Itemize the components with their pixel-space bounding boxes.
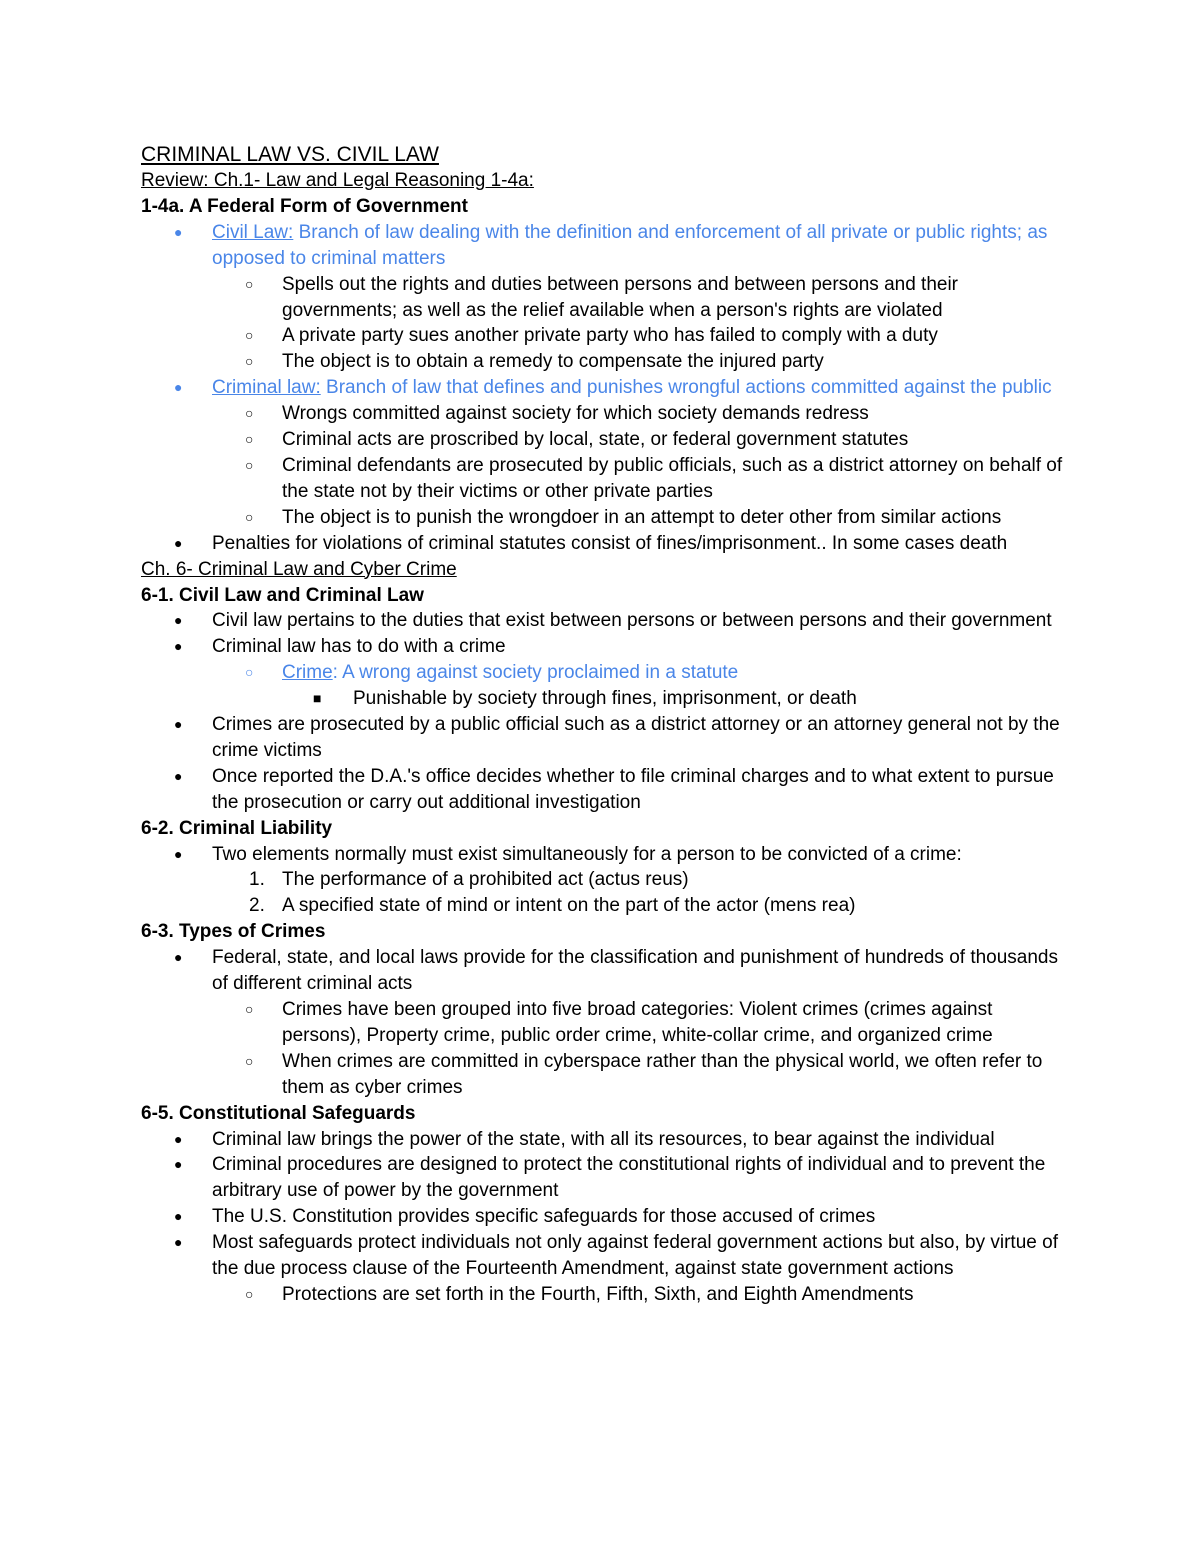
- circle-bullet-icon: ○: [245, 405, 254, 422]
- circle-bullet-icon: ○: [245, 508, 254, 525]
- circle-bullet-icon: ○: [245, 1052, 254, 1069]
- circle-bullet-icon: ○: [245, 327, 254, 344]
- list-item: ○ Spells out the rights and duties between persons and between persons and their governments; as well as the relief available when a person's rights are violated: [245, 273, 959, 321]
- list-item: ○ When crimes are committed in cyberspace rather than the physical world, we often refer to them as cyber crimes: [245, 1050, 1043, 1098]
- list-number: 1.: [249, 869, 265, 891]
- list-item: ● Penalties for violations of criminal statutes consist of fines/imprisonment.. In some cases death: [141, 531, 1072, 557]
- list-item: ● Criminal law has to do with a crime: [141, 634, 1072, 660]
- list-item: ○ Protections are set forth in the Fourth, Fifth, Sixth, and Eighth Amendments: [141, 1282, 1072, 1308]
- term-crime: Crime: [282, 662, 333, 684]
- list-number: 2.: [249, 895, 265, 917]
- bullet-icon: ●: [174, 638, 183, 655]
- list-item: ○ The object is to obtain a remedy to compensate the injured party: [141, 349, 1072, 375]
- bullet-icon: ●: [174, 949, 183, 966]
- bullet-icon: ●: [174, 534, 183, 551]
- list-item: ● Crimes are prosecuted by a public official such as a district attorney or an attorney general not by the crime victims: [174, 714, 1060, 761]
- list-item: ● Two elements normally must exist simultaneously for a person to be convicted of a crime:: [141, 842, 1072, 868]
- section-heading-6-5: 6-5. Constitutional Safeguards: [141, 1102, 416, 1124]
- circle-bullet-icon: ○: [245, 353, 254, 370]
- circle-bullet-icon: ○: [245, 1001, 254, 1017]
- circle-bullet-icon: ○: [245, 431, 254, 448]
- section-heading-6-3: 6-3. Types of Crimes: [141, 921, 326, 943]
- numbered-item: 2. A specified state of mind or intent on the part of the actor (mens rea): [141, 893, 1072, 919]
- definition-criminal-law: Branch of law that defines and punishes wrongful actions committed against the public: [320, 377, 1052, 399]
- section-heading-6-2: 6-2. Criminal Liability: [141, 817, 333, 839]
- definition-crime: : A wrong against society proclaimed in a statute: [332, 662, 739, 684]
- list-item: ● Federal, state, and local laws provide for the classification and punishment of hundreds of thousands of different criminal acts: [174, 947, 1059, 995]
- chapter-heading: Ch. 6- Criminal Law and Cyber Crime: [141, 558, 457, 580]
- bullet-icon: ●: [174, 612, 183, 629]
- term-civil-law: Civil Law:: [212, 221, 294, 243]
- list-item: ● Civil law pertains to the duties that exist between persons or between persons and their government: [141, 608, 1072, 634]
- document-body: [141, 142, 1071, 1308]
- list-item-civil-law: [141, 220, 1072, 272]
- square-bullet-icon: ■: [313, 690, 322, 707]
- page-title: CRIMINAL LAW VS. CIVIL LAW: [141, 143, 439, 166]
- circle-bullet-icon: ○: [245, 664, 254, 681]
- list-item: ● Criminal procedures are designed to protect the constitutional rights of individual and to prevent the arbitrary use of power by the government: [174, 1154, 1046, 1202]
- list-item: ● Once reported the D.A.'s office decides whether to file criminal charges and to what extent to pursue the prosecution or carry out additional investigation: [174, 765, 1054, 813]
- bullet-icon: ●: [174, 716, 183, 733]
- list-item: ■ Punishable by society through fines, imprisonment, or death: [141, 686, 1071, 712]
- section-heading-1-4a: 1-4a. A Federal Form of Government: [141, 195, 468, 217]
- bullet-icon: ●: [174, 379, 183, 396]
- bullet-icon: ●: [174, 845, 183, 862]
- numbered-item: 1. The performance of a prohibited act (actus reus): [141, 867, 1072, 893]
- definition-civil-law: Branch of law dealing with the definition and enforcement of all private or public rights; as opposed to criminal matters: [212, 221, 1048, 269]
- list-item: ● The U.S. Constitution provides specific safeguards for those accused of crimes: [141, 1204, 1072, 1230]
- bullet-icon: ●: [174, 767, 183, 784]
- circle-bullet-icon: ○: [245, 275, 254, 292]
- list-item: ○ Wrongs committed against society for which society demands redress: [141, 401, 1072, 427]
- list-item: ○ A private party sues another private party who has failed to comply with a duty: [141, 323, 1072, 349]
- bullet-icon: ●: [174, 223, 183, 240]
- bullet-icon: ●: [174, 1156, 183, 1173]
- bullet-icon: ●: [174, 1208, 183, 1225]
- list-item: ○ Criminal defendants are prosecuted by public officials, such as a district attorney on behalf of the state not by their victims or other private parties: [245, 454, 1063, 502]
- list-item-criminal-law: [141, 375, 1072, 401]
- bullet-icon: ●: [174, 1130, 183, 1147]
- bullet-icon: ●: [174, 1234, 183, 1251]
- review-reference: Review: Ch.1- Law and Legal Reasoning 1-4a:: [141, 170, 534, 191]
- list-item: ○ Criminal acts are proscribed by local, state, or federal government statutes: [141, 427, 1072, 453]
- list-item: ○ Crimes have been grouped into five broad categories: Violent crimes (crimes against persons), Property crime, public order crime, white-collar crime, and organized crime: [245, 999, 993, 1046]
- circle-bullet-icon: ○: [245, 1285, 254, 1302]
- section-heading-6-1: 6-1. Civil Law and Criminal Law: [141, 584, 424, 606]
- list-item: ● Criminal law brings the power of the state, with all its resources, to bear against the individual: [141, 1127, 1072, 1153]
- list-item: ○ The object is to punish the wrongdoer in an attempt to deter other from similar actions: [141, 505, 1072, 531]
- circle-bullet-icon: ○: [245, 456, 254, 473]
- term-criminal-law: Criminal law:: [212, 377, 321, 399]
- list-item: ● Most safeguards protect individuals not only against federal government actions but also, by virtue of the due process clause of the Fourteenth Amendment, against state government actions: [174, 1232, 1058, 1280]
- list-item-crime: [141, 660, 1072, 686]
